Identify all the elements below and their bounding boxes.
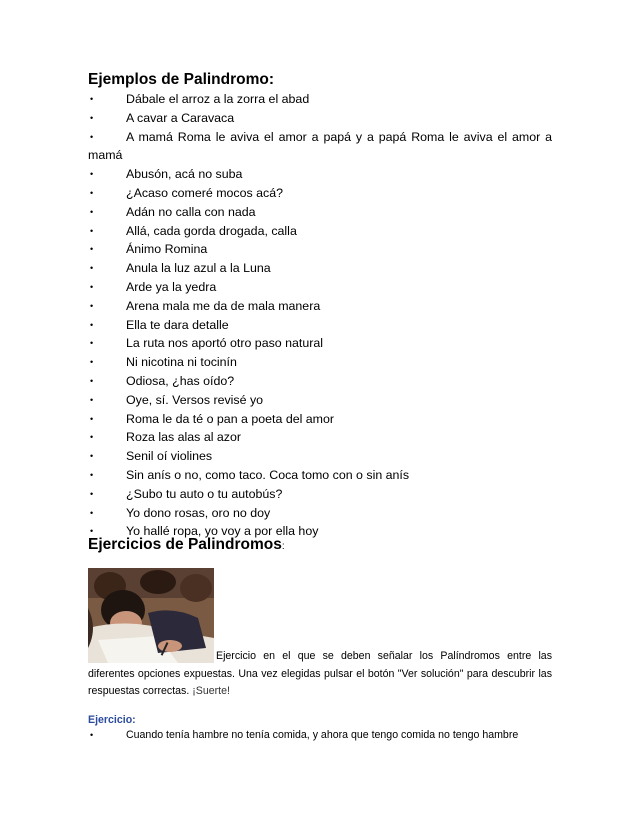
bullet-icon: •: [90, 225, 94, 236]
bullet-icon: •: [90, 394, 94, 405]
list-item: • Abusón, acá no suba: [88, 165, 552, 184]
list-item: • Allá, cada gorda drogada, calla: [88, 222, 552, 241]
bullet-icon: •: [90, 375, 94, 386]
list-item: • Yo hallé ropa, yo voy a por ella hoy: [88, 522, 552, 541]
exercise-label: Ejercicio:: [88, 714, 136, 726]
bullet-icon: •: [90, 730, 94, 740]
bullet-icon: •: [90, 488, 94, 499]
list-item: • Odiosa, ¿has oído?: [88, 372, 552, 391]
list-item: • Adán no calla con nada: [88, 203, 552, 222]
examples-list: [88, 90, 552, 541]
list-item: • La ruta nos aportó otro paso natural: [88, 334, 552, 353]
bullet-icon: •: [90, 507, 94, 518]
list-item: • Dábale el arroz a la zorra el abad: [88, 90, 552, 109]
heading-exercises: Ejercicios de Palindromos:: [88, 536, 285, 553]
bullet-icon: •: [90, 413, 94, 424]
bullet-icon: •: [90, 244, 94, 255]
bullet-icon: •: [90, 206, 94, 217]
exercise-description: Ejercicio en el que se deben señalar los Palíndromos entre las diferentes opciones expuestas. Una vez elegidas pulsar el botón "Ver solución" para descubrir las respuestas correctas. ¡Suerte!: [88, 650, 552, 698]
bullet-icon: •: [90, 469, 94, 480]
list-item: • Yo dono rosas, oro no doy: [88, 504, 552, 523]
list-item: • Anula la luz azul a la Luna: [88, 259, 552, 278]
bullet-icon: •: [90, 357, 94, 368]
bullet-icon: •: [90, 187, 94, 198]
bullet-icon: •: [90, 319, 94, 330]
bullet-icon: •: [90, 338, 94, 349]
bullet-icon: •: [90, 300, 94, 311]
bullet-icon: •: [90, 94, 94, 104]
bullet-icon: •: [90, 131, 94, 142]
bullet-icon: •: [90, 263, 94, 274]
list-item: • Senil oí violines: [88, 447, 552, 466]
list-item: • Oye, sí. Versos revisé yo: [88, 391, 552, 410]
list-item: • Ánimo Romina: [88, 240, 552, 259]
suerte-text: ¡Suerte!: [192, 685, 230, 698]
bullet-icon: •: [90, 169, 94, 180]
bullet-icon: •: [90, 526, 94, 537]
heading-examples: Ejemplos de Palindromo:: [88, 71, 275, 88]
bullet-icon: •: [90, 281, 94, 292]
list-item: • Arde ya la yedra: [88, 278, 552, 297]
list-item: • Sin anís o no, como taco. Coca tomo con o sin anís: [88, 466, 552, 485]
bullet-icon: •: [90, 451, 94, 462]
exercise-item: • Cuando tenía hambre no tenía comida, y ahora que tengo comida no tengo hambre: [90, 729, 519, 741]
bullet-icon: •: [90, 432, 94, 443]
list-item: • A cavar a Caravaca: [88, 109, 552, 128]
list-item: • Ni nicotina ni tocinín: [88, 353, 552, 372]
list-item: • Roza las alas al azor: [88, 428, 552, 447]
bullet-icon: •: [90, 112, 94, 123]
list-item: • Arena mala me da de mala manera: [88, 297, 552, 316]
list-item: • Ella te dara detalle: [88, 316, 552, 335]
list-item: • Roma le da té o pan a poeta del amor: [88, 410, 552, 429]
list-item: • ¿Subo tu auto o tu autobús?: [88, 485, 552, 504]
list-item: • A mamá Roma le aviva el amor a papá y a papá Roma le aviva el amor a mamá: [88, 129, 552, 163]
list-item: • ¿Acaso comeré mocos acá?: [88, 184, 552, 203]
